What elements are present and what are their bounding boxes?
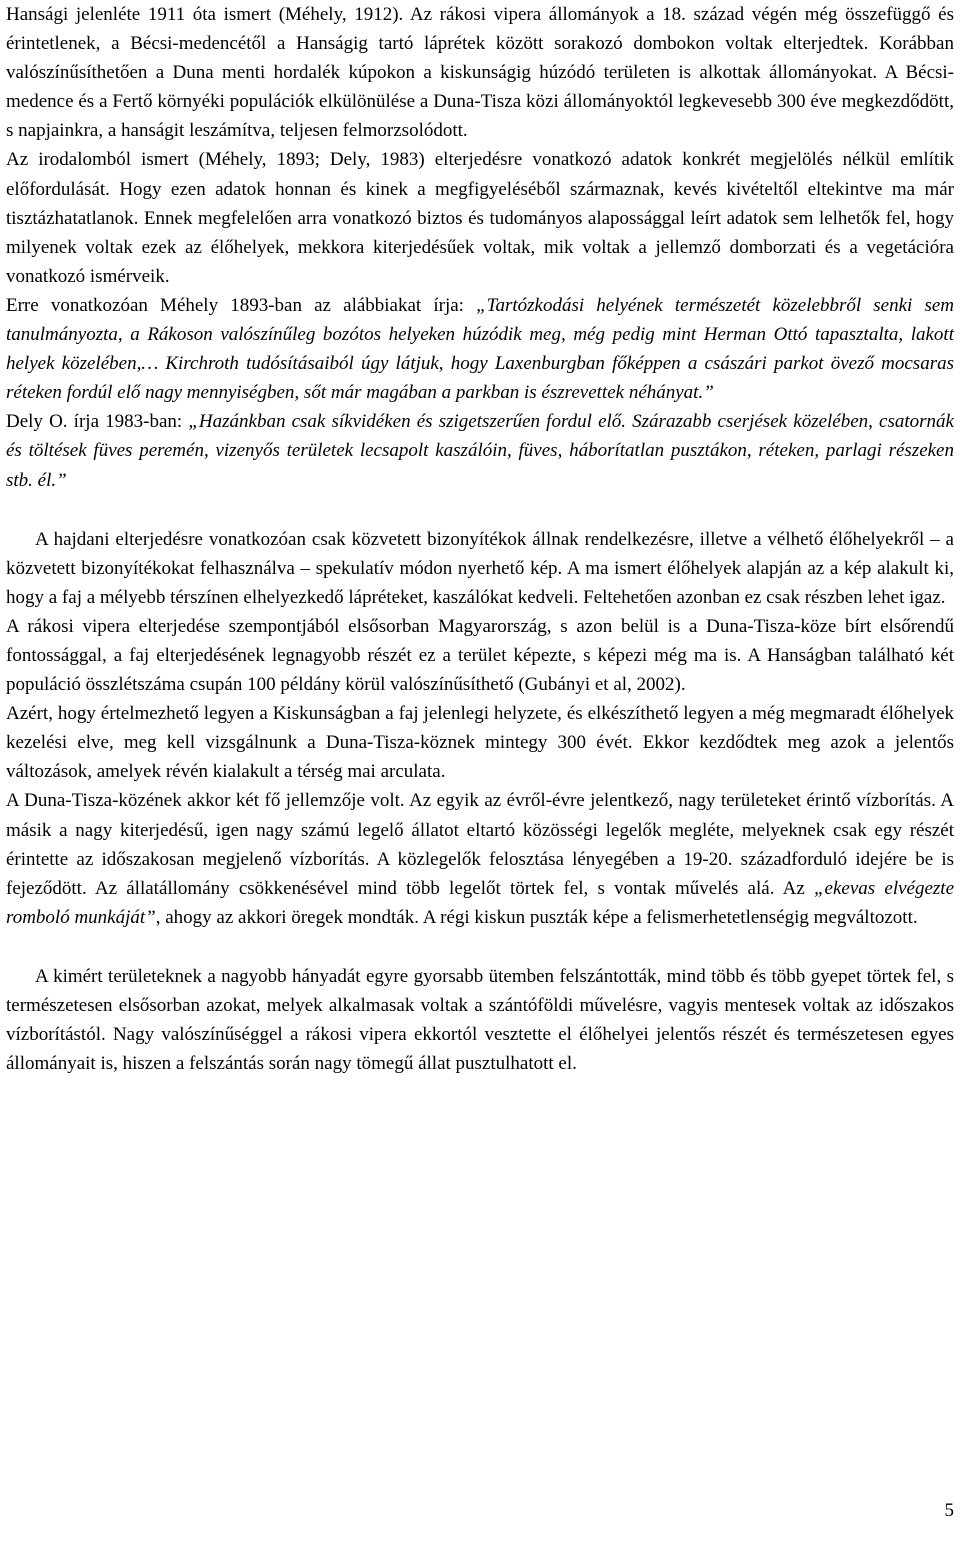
body-text: Azért, hogy értelmezhető legyen a Kiskunságban a faj jelenlegi helyzete, és elkészíthető legyen a még megmaradt élőhelyek kezelési elve, meg kell vizsgálnunk a Duna-Tisza-köznek mintegy 300 évét. Ekkor kezdődtek meg azok a jelentős változások, amelyek révén kialakult a térség mai arculata.	[6, 703, 954, 783]
paragraph	[6, 145, 954, 290]
body-text: A rákosi vipera elterjedése szempontjából elsősorban Magyarország, s azon belül is a Duna-Tisza-köze bírt elsőrendű fontossággal, a faj elterjedésének legnagyobb részét ez a terület képezte, s képezi még ma is. A Hanságban található két populáció összlétszáma csupán 100 példány körül valószínűsíthető (Gubányi et al, 2002).	[6, 615, 954, 696]
paragraph	[6, 962, 954, 1078]
body-text: Dely O. írja 1983-ban:	[6, 411, 189, 433]
body-text: Az irodalomból ismert (Méhely, 1893; Dely, 1983) elterjedésre vonatkozó adatok konkrét megjelölés nélkül említik előfordulását. Hogy ezen adatok honnan és kinek a megfigyeléséből származnak, kevés kivételtől eltekintve ma már tisztázhatatlanok. Ennek megfelelően arra vonatkozó biztos és tudományos alapossággal leírt adatok sem lelhetők fel, hogy milyenek voltak ezek az élőhelyek, mekkora kiterjedésűek voltak, mik voltak a jellemző domborzati és a vegetációra vonatkozó ismérveik.	[6, 149, 954, 287]
paragraph	[6, 291, 954, 407]
page-number: 5	[944, 1500, 954, 1521]
paragraph	[6, 612, 954, 699]
body-text: A Duna-Tisza-közének akkor két fő jellemzője volt. Az egyik az évről-évre jelentkező, nagy területeket érintő vízborítás. A másik a nagy kiterjedésű, igen nagy számú legelő állatot eltartó közösségi legelők megléte, melyeknek csak egy részét érintette az időszakosan megjelenő vízborítás. A közlegelők felosztása lényegében a 19-20. századforduló idejére be is fejeződött. Az állatállomány csökkenésével mind több legelőt törtek fel, s vontak művelés alá. Az	[6, 790, 954, 899]
body-text: Hansági jelenléte 1911 óta ismert (Méhely, 1912). Az rákosi vipera állományok a 18. század végén még összefüggő és érintetlenek, a Bécsi-medencétől a Hanságig tartó láprétek között sorakozó dombokon voltak elterjedtek. Korábban valószínűsíthetően a Duna menti hordalék kúpokon a kiskunságig húzódó területen is alkottak állományokat.	[6, 4, 954, 84]
quotation-text: „ekevas elvégezte romboló munkáját”	[6, 877, 955, 928]
quotation-text: „Tartózkodási helyének természetét közelebbről senki sem tanulmányozta, a Rákoson valószínűleg bozótos helyeken húzódik meg, még pedig mint Herman Ottó tapasztalta, lakott helyek közelében,… Kirchroth tudósításaiból úgy látjuk, hogy Laxenburgban főképpen a császári parkot övező mocsaras réteken fordúl elő nagy mennyiségben, sőt már magában a parkban is észrevettek néhányat.”	[6, 294, 954, 404]
body-text: Erre vonatkozóan Méhely 1893-ban az alábbiakat írja:	[6, 294, 477, 316]
paragraph	[6, 0, 954, 145]
paragraph	[6, 525, 954, 612]
body-text: , ahogy az akkori öregek mondták. A régi kiskun puszták képe a felismerhetetlenségig megváltozott.	[155, 906, 918, 928]
body-text: A kimért területeknek a nagyobb hányadát egyre gyorsabb ütemben felszántották, mind több és több gyepet törtek fel, s természetesen elsősorban azokat, melyek alkalmasak voltak a szántóföldi művelésre, vagyis mentesek voltak az időszakos vízborítástól. Nagy valószínűséggel a rákosi vipera ekkortól vesztette el élőhelyei jelentős részét és természetesen egyes állományait is, hiszen a felszántás során nagy tömegű állat pusztulhatott el.	[6, 965, 954, 1075]
body-text: A Bécsi-medence és a Fertő környéki populációk elkülönülése a Duna-Tisza közi állományoktól legkevesebb 300 éve megkezdődött, s napjainkra, a hanságit leszámítva, teljesen felmorzsolódott.	[6, 62, 955, 142]
paragraph	[6, 786, 954, 931]
document-page	[6, 0, 954, 1078]
paragraph	[6, 407, 954, 494]
body-text: A hajdani elterjedésre vonatkozóan csak közvetett bizonyítékok állnak rendelkezésre, illetve a vélhető élőhelyekről – a közvetett bizonyítékokat felhasználva – spekulatív módon nyerhető kép. A ma ismert élőhelyek alapján az a kép alakult ki, hogy a faj a mélyebb térszínen elhelyezkedő lápréteket, kaszálókat kedveli. Feltehetően azonban ez csak részben lehet igaz.	[6, 528, 954, 608]
quotation-text: „Hazánkban csak síkvidéken és szigetszerűen fordul elő. Szárazabb cserjések közelében, csatornák és töltések füves peremén, vizenyős területek lecsapolt kaszálóin, füves, háborítatlan pusztákon, réteken, parlagi részeken stb. él.”	[6, 411, 954, 491]
paragraph	[6, 699, 954, 786]
